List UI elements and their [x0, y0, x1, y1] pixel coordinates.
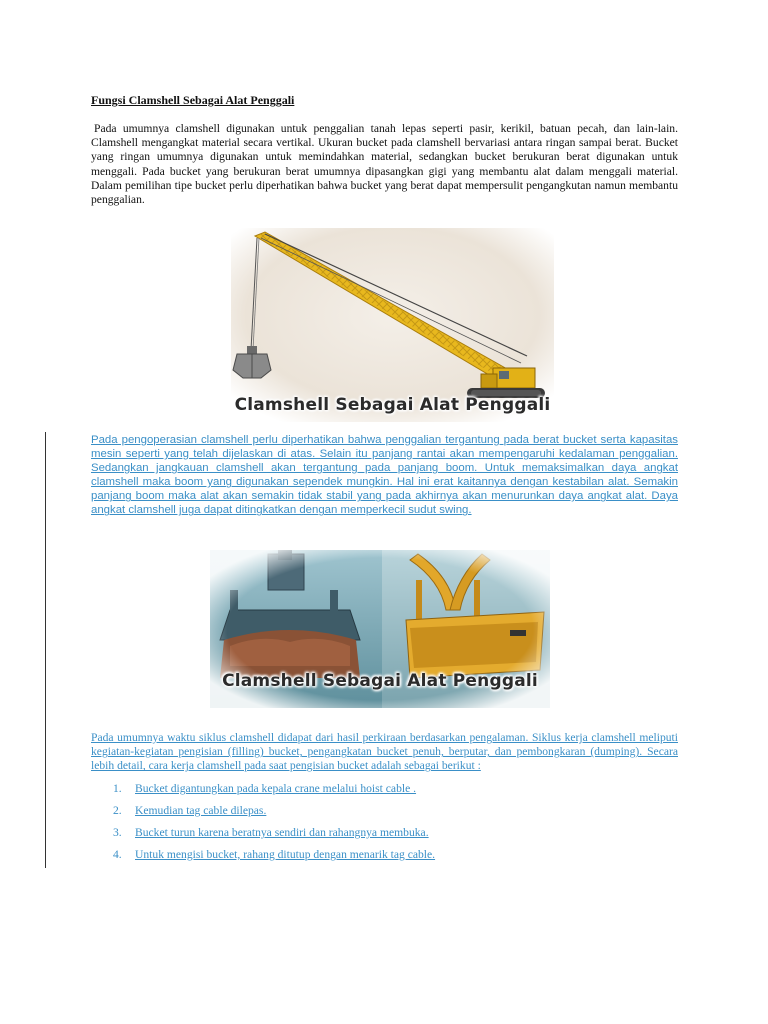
list-text: Untuk mengisi bucket, rahang ditutup dengan menarik tag cable. — [135, 848, 436, 861]
list-number: 3. — [113, 826, 122, 839]
figure1-caption: Clamshell Sebagai Alat Penggali — [234, 395, 551, 415]
work-steps-list — [113, 782, 435, 870]
crane-figure — [231, 228, 554, 422]
list-text: Kemudian tag cable dilepas. — [135, 804, 267, 817]
paragraph-cycle: Pada umumnya waktu siklus clamshell didapat dari hasil perkiraan berdasarkan pengalaman. Siklus kerja clamshell meliputi kegiatan-kegiatan pengisian (filling) bucket, pengangkatan bucket penuh, berputar, dan pembongkaran (dumping). Secara lebih detail, cara kerja clamshell pada saat pengisian bucket adalah sebagai berikut : — [91, 731, 678, 773]
list-number: 2. — [113, 804, 122, 817]
paragraph-intro: Pada umumnya clamshell digunakan untuk penggalian tanah lepas seperti pasir, kerikil, batuan pecah, dan lain-lain. Clamshell mengangkat material secara vertikal. Ukuran bucket pada clamshell bervariasi antara ringan sampai berat. Bucket yang ringan umumnya digunakan untuk memindahkan material, sedangkan bucket berukuran berat digunakan untuk menggali. Pada bucket yang berukuran berat umumnya dipasangkan gigi yang membantu alat dalam menggali material. Dalam pemilihan tipe bucket perlu diperhatikan bahwa bucket yang berat dapat mempersulit pengangkutan namun membantu penggalian. — [91, 122, 678, 207]
document-title: Fungsi Clamshell Sebagai Alat Penggali — [91, 93, 295, 107]
figure2-caption: Clamshell Sebagai Alat Penggali — [222, 671, 538, 691]
list-item — [113, 782, 435, 804]
paragraph-operation: Pada pengoperasian clamshell perlu diperhatikan bahwa penggalian tergantung pada berat bucket serta kapasitas mesin seperti yang telah dijelaskan di atas. Selain itu panjang rantai akan mempengaruhi kedalaman penggalian. Sedangkan jangkauan clamshell akan tergantung pada panjang boom. Untuk memaksimalkan daya angkat clamshell maka boom yang digunakan sependek mungkin. Hal ini erat kaitannya dengan kestabilan alat. Semakin panjang boom maka alat akan semakin tidak stabil yang pada akhirnya akan menurunkan daya angkat alat. Daya angkat clamshell juga dapat ditingkatkan dengan memperkecil sudut swing. — [91, 434, 678, 517]
list-text: Bucket turun karena beratnya sendiri dan rahangnya membuka. — [135, 826, 429, 839]
list-item — [113, 848, 435, 870]
change-bar — [45, 432, 46, 868]
list-item — [113, 804, 435, 826]
crawler-crane-illustration — [231, 228, 554, 422]
list-number: 1. — [113, 782, 122, 795]
list-text: Bucket digantungkan pada kepala crane melalui hoist cable . — [135, 782, 417, 795]
list-item — [113, 826, 435, 848]
bucket-figure — [210, 550, 550, 708]
list-number: 4. — [113, 848, 122, 861]
